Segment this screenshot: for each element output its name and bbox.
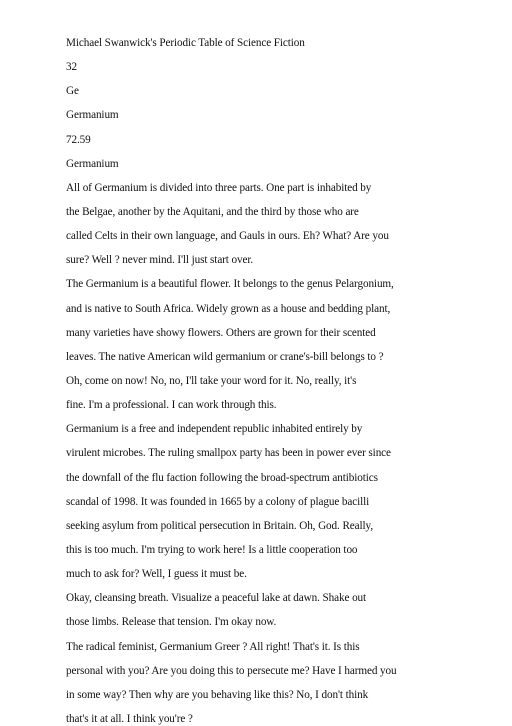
body-line: fine. I'm a professional. I can work through this. (66, 399, 277, 412)
body-line: sure? Well ? never mind. I'll just start over. (66, 254, 254, 267)
atomic-number: 32 (66, 61, 77, 74)
element-symbol: Ge (66, 85, 79, 98)
body-line: All of Germanium is divided into three parts. One part is inhabited by (66, 181, 372, 194)
atomic-weight: 72.59 (66, 133, 91, 146)
body-line: The Germanium is a beautiful flower. It belongs to the genus Pelargonium, (66, 278, 394, 291)
body-line: The radical feminist, Germanium Greer ? All right! That's it. Is this (66, 640, 360, 653)
document-header: Michael Swanwick's Periodic Table of Science Fiction (66, 37, 305, 49)
body-line: leaves. The native American wild germanium or crane's-bill belongs to ? (66, 350, 384, 363)
body-line: much to ask for? Well, I guess it must be. (66, 568, 247, 581)
body-line: scandal of 1998. It was founded in 1665 by a colony of plague bacilli (66, 495, 370, 508)
body-line: Germanium is a free and independent republic inhabited entirely by (66, 423, 363, 436)
body-line: those limbs. Release that tension. I'm okay now. (66, 616, 277, 629)
body-line: and is native to South Africa. Widely grown as a house and bedding plant, (66, 302, 391, 315)
body-line: called Celts in their own language, and Gauls in ours. Eh? What? Are you (66, 230, 389, 243)
body-line: Oh, come on now! No, no, I'll take your word for it. No, really, it's (66, 375, 357, 387)
body-line: the Belgae, another by the Aquitani, and the third by those who are (66, 206, 359, 218)
body-line: the downfall of the flu faction following the broad-spectrum antibiotics (66, 471, 378, 484)
story-title: Germanium (66, 157, 119, 170)
body-line: personal with you? Are you doing this to persecute me? Have I harmed you (66, 664, 397, 677)
body-line: virulent microbes. The ruling smallpox party has been in power ever since (66, 447, 391, 460)
body-line: that's it at all. I think you're ? (66, 713, 193, 725)
body-line: in some way? Then why are you behaving like this? No, I don't think (66, 688, 369, 701)
body-line: this is too much. I'm trying to work here! Is a little cooperation too (66, 544, 358, 556)
element-name: Germanium (66, 109, 119, 122)
body-line: seeking asylum from political persecution in Britain. Oh, God. Really, (66, 519, 374, 532)
body-line: many varieties have showy flowers. Others are grown for their scented (66, 326, 376, 339)
body-line: Okay, cleansing breath. Visualize a peaceful lake at dawn. Shake out (66, 592, 367, 605)
